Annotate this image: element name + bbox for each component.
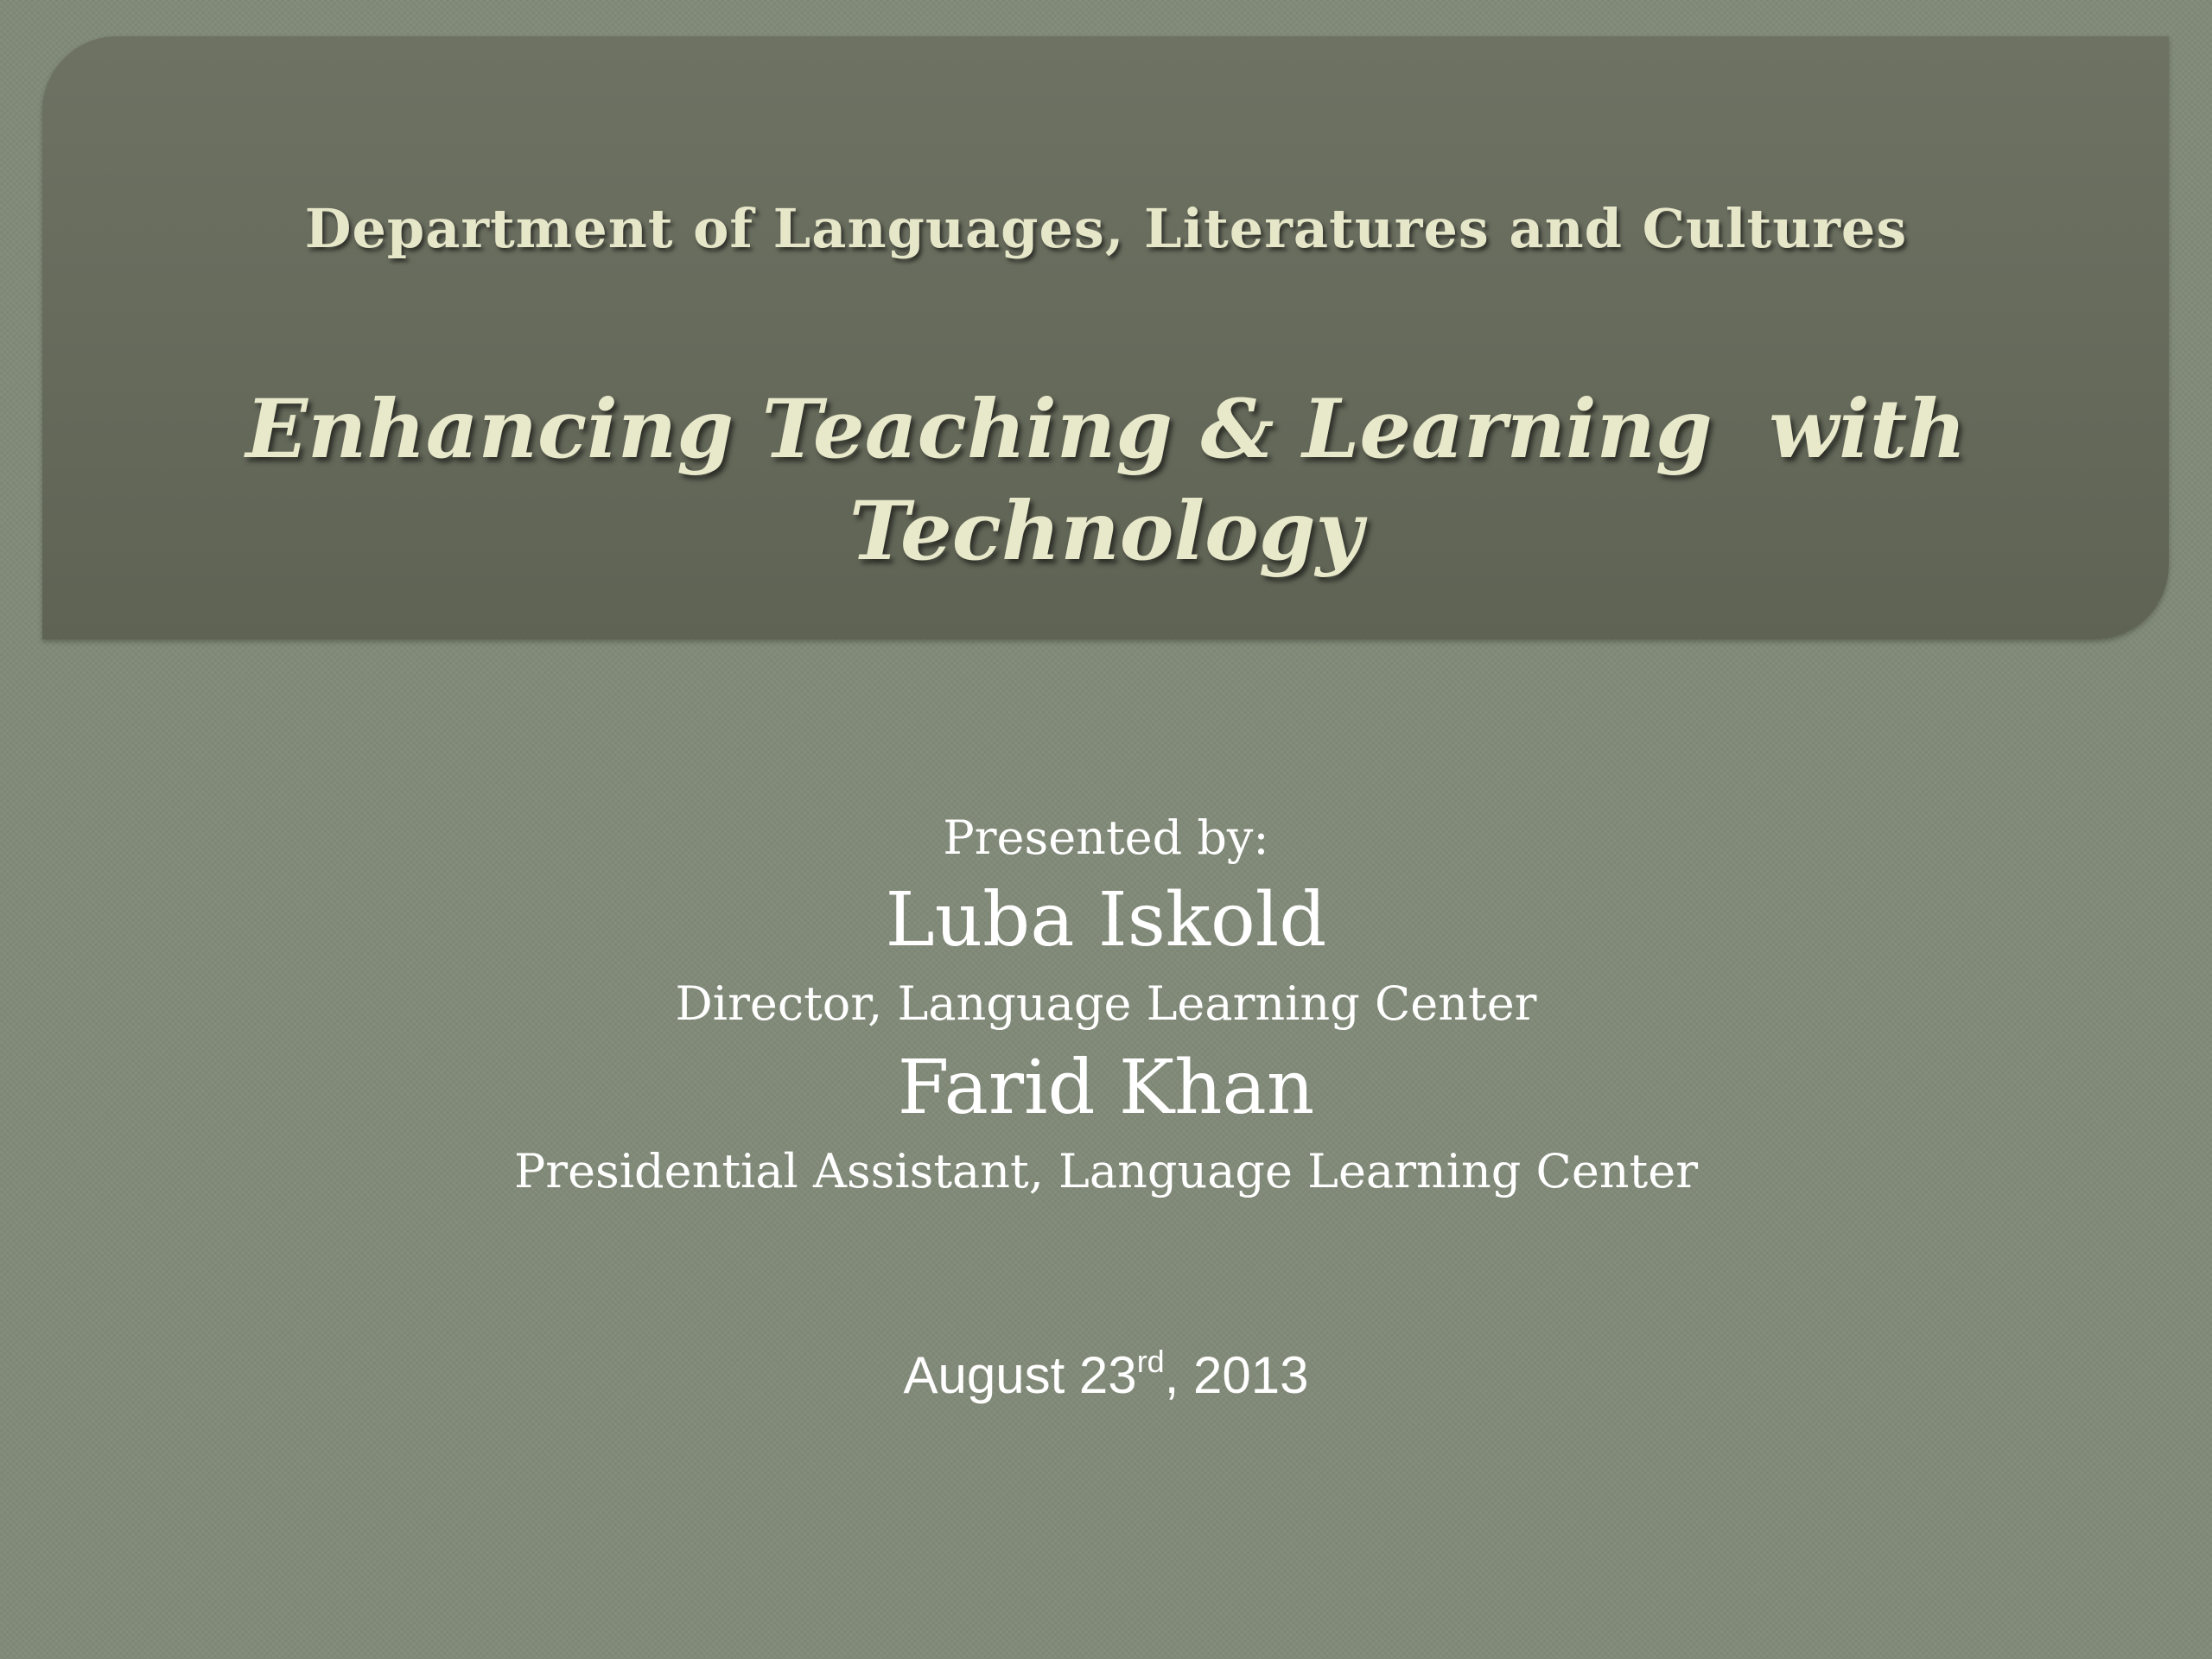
date-month-day: August 23: [903, 1346, 1137, 1404]
presentation-title-line-2: Technology: [849, 484, 1363, 579]
date-ordinal-suffix: rd: [1136, 1344, 1165, 1379]
presenter-role: Presidential Assistant, Language Learning Center: [513, 1144, 1699, 1198]
presentation-date: [0, 1341, 2212, 1410]
date-year: , 2013: [1164, 1346, 1309, 1404]
presentation-title-line-1: Enhancing Teaching & Learning with: [245, 382, 1967, 477]
presented-by-label: Presented by:: [943, 810, 1269, 865]
presenter-name: Farid Khan: [897, 1045, 1315, 1131]
presenter-name: Luba Iskold: [885, 877, 1327, 963]
presentation-title: [0, 378, 2212, 582]
presenters-block: [0, 804, 2212, 1208]
presenter-role: Director, Language Learning Center: [675, 976, 1537, 1031]
department-title: Department of Languages, Literatures and Cultures: [304, 197, 1908, 260]
